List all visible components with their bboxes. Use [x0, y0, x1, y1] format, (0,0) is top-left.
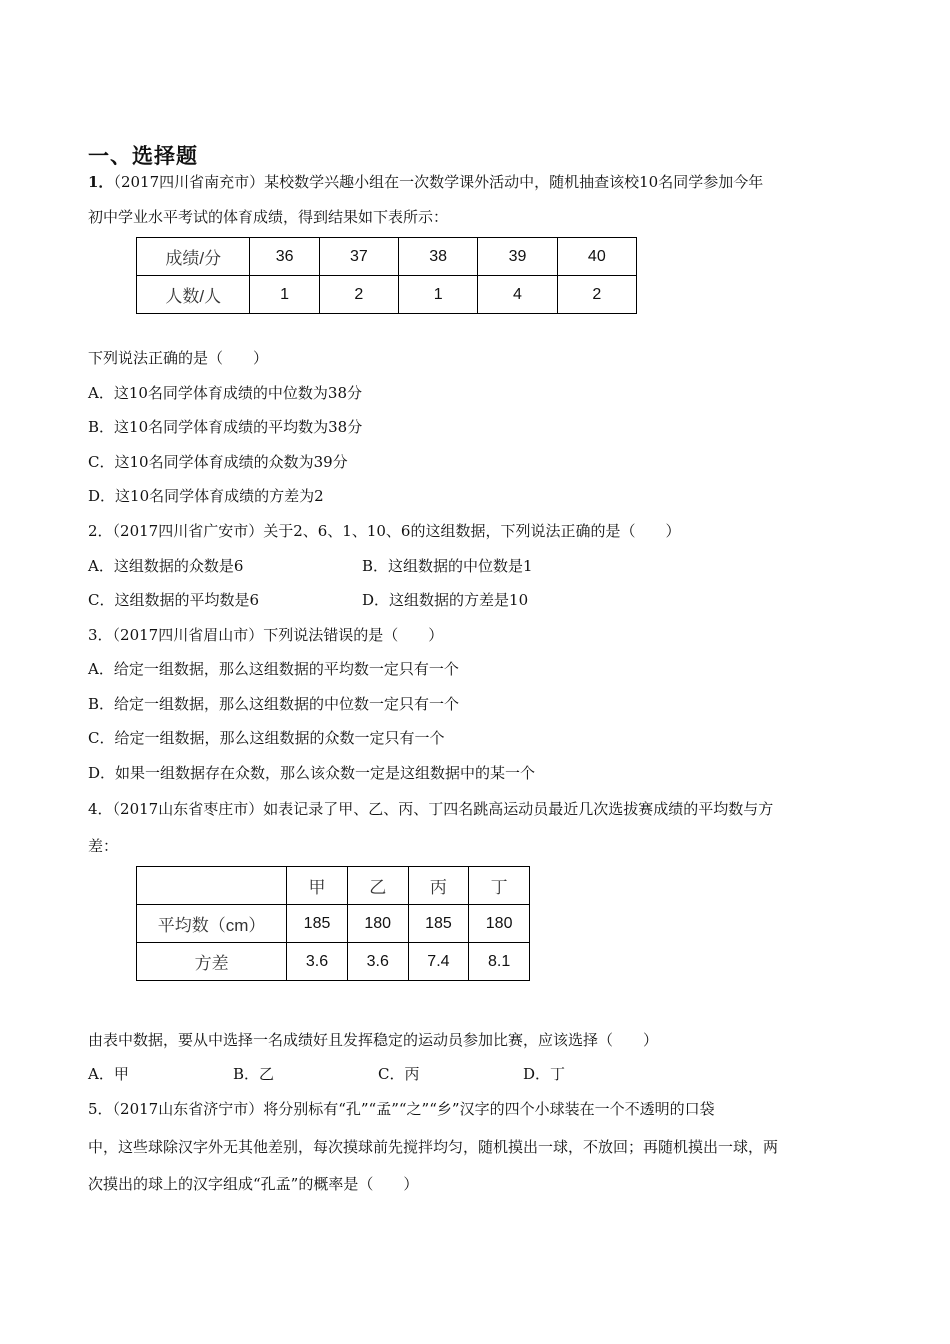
question-1-number: 1． — [88, 173, 114, 191]
table-cell: 方差 — [137, 943, 287, 981]
question-1-option-c: C．这10名同学体育成绩的众数为39分 — [88, 453, 348, 471]
table-cell: 38 — [399, 238, 478, 276]
question-3-option-a: A．给定一组数据，那么这组数据的平均数一定只有一个 — [88, 660, 459, 678]
question-5-line-1: 5．（2017山东省济宁市）将分别标有“孔”“孟”“之”“乡”汉字的四个小球装在一个不透明的口袋 — [88, 1100, 715, 1118]
table-cell: 8.1 — [469, 943, 530, 981]
table-cell: 1 — [250, 276, 319, 314]
table-cell: 39 — [478, 238, 557, 276]
question-2-text: 2．（2017四川省广安市）关于2、6、1、10、6的这组数据，下列说法正确的是（ ） — [88, 522, 681, 540]
question-2-option-d: D．这组数据的方差是10 — [362, 591, 529, 609]
question-4-prompt: 由表中数据，要从中选择一名成绩好且发挥稳定的运动员参加比赛，应该选择（ ） — [88, 1031, 659, 1049]
question-1-line-1 — [88, 172, 763, 192]
question-3-option-c: C．给定一组数据，那么这组数据的众数一定只有一个 — [88, 729, 445, 747]
table-cell: 成绩/分 — [137, 238, 250, 276]
table-cell: 37 — [319, 238, 398, 276]
question-3-option-d: D．如果一组数据存在众数，那么该众数一定是这组数据中的某一个 — [88, 764, 536, 782]
table-cell: 40 — [557, 238, 636, 276]
table-cell: 2 — [557, 276, 636, 314]
table-cell: 3.6 — [287, 943, 348, 981]
table-cell: 甲 — [287, 867, 348, 905]
table-cell: 丁 — [469, 867, 530, 905]
table-cell: 4 — [478, 276, 557, 314]
table-cell: 185 — [287, 905, 348, 943]
table-cell: 7.4 — [408, 943, 469, 981]
question-4-option-d: D．丁 — [523, 1065, 566, 1083]
question-1-prompt: 下列说法正确的是（ ） — [88, 349, 269, 367]
question-3-option-b: B．给定一组数据，那么这组数据的中位数一定只有一个 — [88, 695, 460, 713]
table-cell — [137, 867, 287, 905]
question-4-line-2: 差： — [88, 837, 119, 855]
question-4-option-b: B．乙 — [233, 1065, 275, 1083]
question-1-option-d: D．这10名同学体育成绩的方差为2 — [88, 487, 324, 505]
table-cell: 人数/人 — [137, 276, 250, 314]
question-1-text: 某校数学兴趣小组在一次数学课外活动中，随机抽查该校10名同学参加今年 — [264, 173, 764, 191]
athlete-table-row — [137, 905, 530, 943]
table-cell: 2 — [319, 276, 398, 314]
table-cell: 36 — [250, 238, 319, 276]
question-2-option-c: C．这组数据的平均数是6 — [88, 591, 260, 609]
table-cell: 丙 — [408, 867, 469, 905]
question-3-text: 3．（2017四川省眉山市）下列说法错误的是（ ） — [88, 626, 444, 644]
question-1-option-b: B．这10名同学体育成绩的平均数为38分 — [88, 418, 363, 436]
question-1-option-a: A．这10名同学体育成绩的中位数为38分 — [88, 384, 363, 402]
table-cell: 乙 — [347, 867, 408, 905]
question-2-option-a: A．这组数据的众数是6 — [88, 557, 244, 575]
athlete-table-row — [137, 943, 530, 981]
athlete-table-header — [137, 867, 530, 905]
table-cell: 3.6 — [347, 943, 408, 981]
question-4-option-c: C．丙 — [378, 1065, 420, 1083]
table-cell: 180 — [347, 905, 408, 943]
question-1-source: （2017四川省南充市） — [113, 173, 265, 191]
question-5-line-3: 次摸出的球上的汉字组成“孔孟”的概率是（ ） — [88, 1175, 419, 1193]
table-cell: 平均数（cm） — [137, 905, 287, 943]
count-table-row — [137, 276, 637, 314]
table-cell: 185 — [408, 905, 469, 943]
question-2-option-b: B．这组数据的中位数是1 — [362, 557, 533, 575]
question-5-line-2: 中，这些球除汉字外无其他差别，每次摸球前先搅拌均匀，随机摸出一球，不放回；再随机摸出一球，两 — [88, 1138, 779, 1156]
table-cell: 180 — [469, 905, 530, 943]
question-4-option-a: A．甲 — [88, 1065, 129, 1083]
score-table-row — [137, 238, 637, 276]
section-title: 一、选择题 — [88, 144, 198, 168]
question-1-line-2: 初中学业水平考试的体育成绩，得到结果如下表所示： — [88, 208, 449, 226]
question-4-line-1: 4．（2017山东省枣庄市）如表记录了甲、乙、丙、丁四名跳高运动员最近几次选拔赛成绩的平均数与方 — [88, 800, 774, 818]
table-cell: 1 — [399, 276, 478, 314]
score-table — [136, 237, 637, 314]
athlete-table — [136, 866, 530, 981]
